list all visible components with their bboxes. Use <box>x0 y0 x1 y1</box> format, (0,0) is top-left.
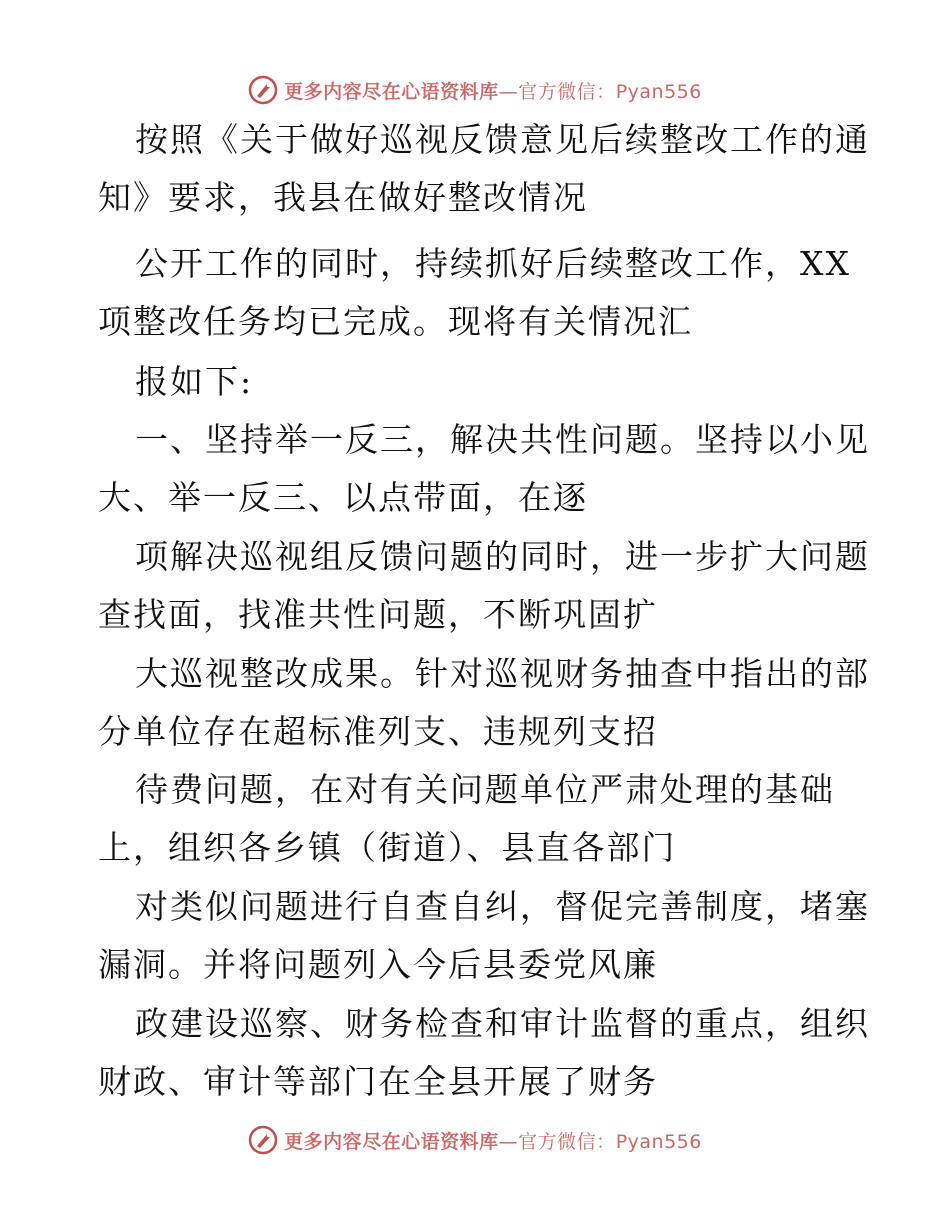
text-line: 漏洞。并将问题列入今后县委党风廉 <box>98 945 658 984</box>
watermark-separator: — <box>498 80 519 103</box>
text-line: 查找面，找准共性问题，不断巩固扩 <box>98 595 658 634</box>
watermark-main-text: 更多内容尽在心语资料库 <box>284 80 499 103</box>
text-line: 分单位存在超标准列支、违规列支招 <box>98 712 658 751</box>
text-line: 财政、审计等部门在全县开展了财务 <box>98 1062 658 1101</box>
pen-nib-circle-icon <box>248 75 278 105</box>
watermark-separator: — <box>498 1130 519 1153</box>
text-line: 项解决巡视组反馈问题的同时，进一步扩大问题 <box>135 537 870 576</box>
text-line: 大巡视整改成果。针对巡视财务抽查中指出的部 <box>135 654 870 693</box>
text-line: 项整改任务均已完成。现将有关情况汇 <box>98 302 693 341</box>
watermark-main-text: 更多内容尽在心语资料库 <box>284 1130 499 1153</box>
text-line: 待费问题，在对有关问题单位严肃处理的基础 <box>135 770 835 809</box>
text-line: 一、坚持举一反三，解决共性问题。坚持以小见 <box>135 420 870 459</box>
text-line: 按照《关于做好巡视反馈意见后续整改工作的通 <box>135 120 870 159</box>
watermark-footer <box>0 1122 950 1158</box>
watermark-label: 官方微信： <box>518 1130 616 1153</box>
watermark-text <box>284 1127 702 1154</box>
text-line: 公开工作的同时，持续抓好后续整改工作，XX <box>135 244 851 283</box>
text-line: 对类似问题进行自查自纠，督促完善制度，堵塞 <box>135 887 870 926</box>
pen-nib-circle-icon <box>248 1125 278 1155</box>
watermark-text <box>284 77 702 104</box>
text-line: 大、举一反三、以点带面，在逐 <box>98 478 588 517</box>
watermark-header <box>0 72 950 108</box>
watermark-account: Pyan556 <box>615 1130 702 1153</box>
text-line: 上，组织各乡镇（街道）、县直各部门 <box>98 828 677 867</box>
text-line: 报如下: <box>135 362 254 401</box>
text-line: 政建设巡察、财务检查和审计监督的重点，组织 <box>135 1004 870 1043</box>
watermark-label: 官方微信： <box>518 80 616 103</box>
watermark-account: Pyan556 <box>615 80 702 103</box>
text-line: 知》要求，我县在做好整改情况 <box>98 178 588 217</box>
